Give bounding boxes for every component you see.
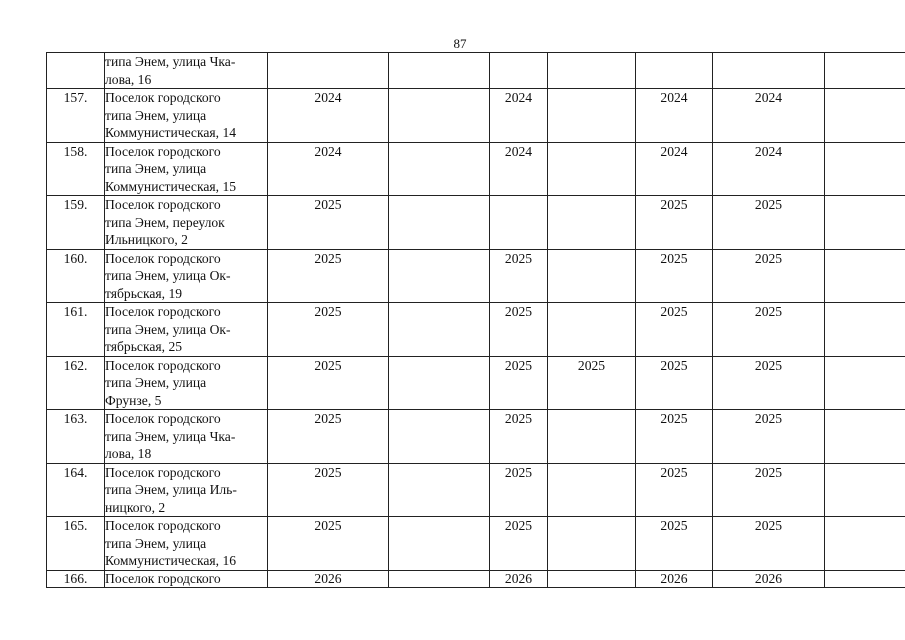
row-number: 160. (47, 249, 105, 303)
table-row (47, 303, 905, 357)
address-cell (105, 142, 268, 196)
year-cell: 2025 (548, 356, 636, 410)
year-cell (825, 570, 905, 587)
address-line: типа Энем, улица Чка- (105, 54, 236, 69)
year-cell: 2026 (636, 570, 713, 587)
year-cell (713, 53, 825, 89)
year-cell: 2024 (713, 142, 825, 196)
row-number: 162. (47, 356, 105, 410)
year-cell: 2025 (490, 410, 548, 464)
address-line: Ильницкого, 2 (105, 232, 188, 247)
year-cell (825, 517, 905, 571)
year-cell (389, 53, 490, 89)
year-cell (825, 53, 905, 89)
year-cell: 2025 (268, 517, 389, 571)
year-cell (548, 410, 636, 464)
table-row (47, 356, 905, 410)
row-number: 163. (47, 410, 105, 464)
year-cell: 2025 (268, 249, 389, 303)
year-cell: 2025 (268, 410, 389, 464)
year-cell (389, 570, 490, 587)
year-cell (825, 463, 905, 517)
table-row (47, 196, 905, 250)
address-line: лова, 16 (105, 71, 152, 87)
address-cell (105, 303, 268, 357)
address-line: Поселок городского (105, 411, 221, 426)
table-row (47, 249, 905, 303)
year-cell (268, 53, 389, 89)
year-cell: 2024 (490, 142, 548, 196)
year-cell (389, 410, 490, 464)
year-cell (548, 196, 636, 250)
address-line: тябрьская, 25 (105, 339, 183, 354)
address-line: Коммунистическая, 14 (105, 125, 237, 140)
data-table (46, 52, 905, 588)
table-row (47, 463, 905, 517)
year-cell (490, 196, 548, 250)
address-line: типа Энем, улица (105, 375, 207, 390)
year-cell: 2025 (636, 356, 713, 410)
row-number: 159. (47, 196, 105, 250)
address-line: Коммунистическая, 15 (105, 178, 237, 194)
address-cell (105, 53, 268, 89)
year-cell: 2025 (490, 517, 548, 571)
year-cell: 2025 (268, 196, 389, 250)
address-cell (105, 463, 268, 517)
address-cell (105, 356, 268, 410)
address-line: тябрьская, 19 (105, 285, 183, 301)
year-cell (389, 196, 490, 250)
year-cell: 2024 (636, 89, 713, 143)
year-cell: 2026 (268, 570, 389, 587)
year-cell: 2025 (713, 249, 825, 303)
year-cell: 2025 (713, 303, 825, 357)
address-cell (105, 89, 268, 143)
row-number: 165. (47, 517, 105, 571)
year-cell (825, 196, 905, 250)
year-cell: 2025 (636, 463, 713, 517)
year-cell (389, 249, 490, 303)
year-cell (548, 517, 636, 571)
address-line: Коммунистическая, 16 (105, 553, 237, 568)
year-cell (389, 303, 490, 357)
year-cell (548, 53, 636, 89)
address-line: Поселок городского (105, 143, 221, 159)
year-cell: 2024 (713, 89, 825, 143)
year-cell: 2025 (490, 463, 548, 517)
address-cell (105, 570, 268, 587)
address-line: типа Энем, улица (105, 161, 207, 176)
year-cell: 2026 (490, 570, 548, 587)
year-cell (490, 53, 548, 89)
year-cell: 2025 (713, 517, 825, 571)
year-cell: 2025 (713, 196, 825, 250)
address-line: типа Энем, улица Иль- (105, 482, 237, 497)
year-cell: 2025 (713, 410, 825, 464)
year-cell: 2025 (636, 517, 713, 571)
year-cell: 2026 (713, 570, 825, 587)
table-row (47, 142, 905, 196)
year-cell: 2024 (636, 142, 713, 196)
year-cell (389, 142, 490, 196)
table-row (47, 410, 905, 464)
row-number: 157. (47, 89, 105, 143)
address-line: Поселок городского (105, 197, 221, 212)
row-number (47, 53, 105, 89)
year-cell (548, 570, 636, 587)
year-cell (548, 463, 636, 517)
year-cell (389, 89, 490, 143)
year-cell: 2025 (268, 303, 389, 357)
year-cell: 2024 (268, 142, 389, 196)
row-number: 161. (47, 303, 105, 357)
year-cell (825, 356, 905, 410)
row-number: 158. (47, 142, 105, 196)
row-number: 166. (47, 570, 105, 587)
year-cell: 2025 (636, 196, 713, 250)
address-line: типа Энем, улица Ок- (105, 321, 231, 337)
year-cell (636, 53, 713, 89)
address-cell (105, 410, 268, 464)
year-cell: 2025 (713, 463, 825, 517)
address-line: Поселок городского (105, 357, 221, 373)
year-cell: 2025 (636, 303, 713, 357)
table-body (47, 53, 905, 588)
year-cell (825, 142, 905, 196)
year-cell (825, 89, 905, 143)
address-cell (105, 249, 268, 303)
year-cell (825, 303, 905, 357)
year-cell: 2025 (490, 303, 548, 357)
address-line: типа Энем, улица Ок- (105, 268, 231, 283)
year-cell: 2025 (636, 410, 713, 464)
year-cell (548, 142, 636, 196)
address-line: Поселок городского (105, 304, 221, 319)
address-line: Поселок городского (105, 250, 221, 266)
address-line: типа Энем, улица Чка- (105, 428, 236, 444)
address-cell (105, 196, 268, 250)
year-cell: 2024 (490, 89, 548, 143)
table-row (47, 53, 905, 89)
address-line: Поселок городского (105, 90, 221, 105)
year-cell (825, 249, 905, 303)
address-cell (105, 517, 268, 571)
year-cell: 2025 (490, 356, 548, 410)
table-row (47, 89, 905, 143)
address-line: Поселок городского (105, 570, 221, 586)
year-cell: 2025 (713, 356, 825, 410)
address-line: типа Энем, улица (105, 535, 207, 551)
row-number: 164. (47, 463, 105, 517)
address-line: Поселок городского (105, 518, 221, 533)
table-row (47, 517, 905, 571)
year-cell: 2025 (490, 249, 548, 303)
address-line: типа Энем, улица (105, 107, 207, 123)
address-line: Поселок городского (105, 464, 221, 480)
address-line: лова, 18 (105, 446, 152, 461)
address-line: типа Энем, переулок (105, 214, 225, 230)
table-row (47, 570, 905, 587)
year-cell (548, 89, 636, 143)
address-line: Фрунзе, 5 (105, 392, 162, 408)
year-cell: 2025 (268, 463, 389, 517)
page-number: 87 (453, 36, 467, 51)
year-cell (825, 410, 905, 464)
year-cell: 2025 (268, 356, 389, 410)
year-cell: 2024 (268, 89, 389, 143)
year-cell: 2025 (636, 249, 713, 303)
year-cell (548, 249, 636, 303)
address-line: ницкого, 2 (105, 499, 166, 515)
year-cell (389, 356, 490, 410)
year-cell (389, 463, 490, 517)
year-cell (389, 517, 490, 571)
year-cell (548, 303, 636, 357)
